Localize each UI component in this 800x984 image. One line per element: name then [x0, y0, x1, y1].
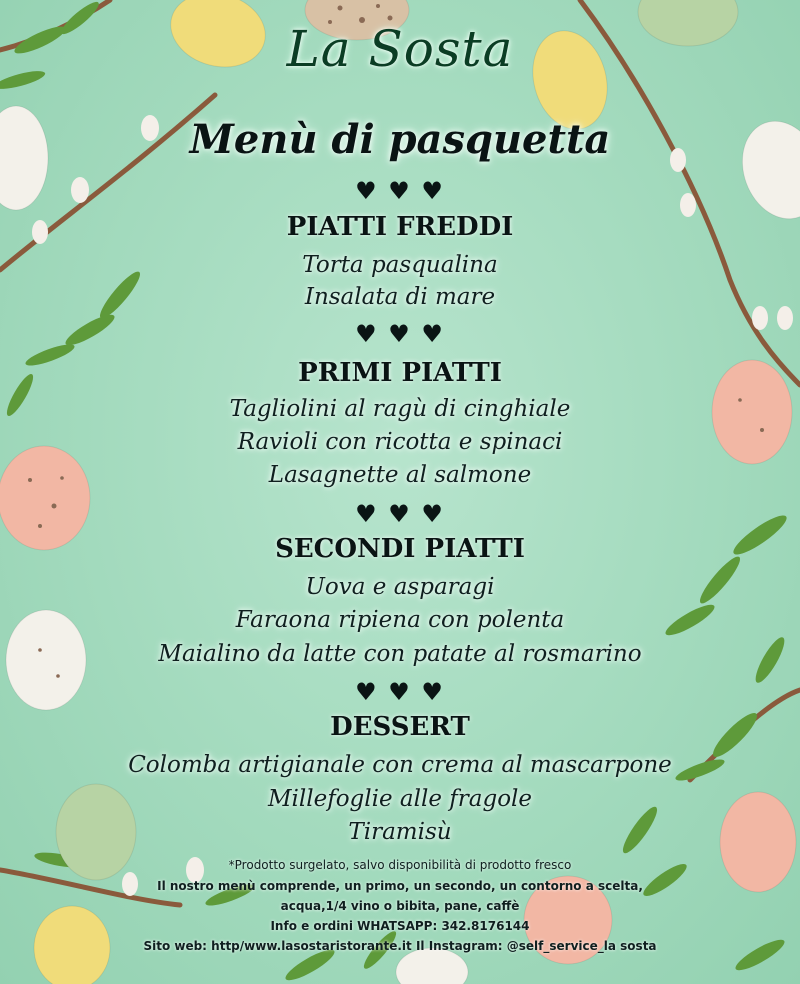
menu-includes-note-2: acqua,1/4 vino o bibita, pane, caffè — [280, 899, 520, 913]
menu-item: Tagliolini al ragù di cinghiale — [229, 396, 571, 422]
menu-item: Ravioli con ricotta e spinaci — [237, 429, 563, 455]
menu-item: Tiramisù — [348, 819, 452, 845]
section-heading-dessert: DESSERT — [330, 712, 470, 742]
menu-item: Maialino da latte con patate al rosmarino — [158, 641, 642, 667]
menu-item: Colomba artigianale con crema al mascarpone — [128, 752, 672, 778]
menu-item: Uova e asparagi — [305, 574, 495, 600]
contact-whatsapp: Info e ordini WHATSAPP: 342.8176144 — [270, 919, 530, 933]
hearts-divider: ♥ ♥ ♥ — [355, 320, 445, 348]
section-heading-cold-dishes: PIATTI FREDDI — [286, 212, 514, 242]
hearts-divider: ♥ ♥ ♥ — [355, 500, 445, 528]
menu-title: Menù di pasquetta — [189, 116, 611, 163]
menu-item: Lasagnette al salmone — [268, 462, 532, 488]
hearts-divider: ♥ ♥ ♥ — [355, 678, 445, 706]
menu-item: Insalata di mare — [304, 284, 496, 310]
frozen-product-note: *Prodotto surgelato, salvo disponibilità di prodotto fresco — [228, 858, 572, 872]
menu-item: Torta pasqualina — [302, 252, 498, 278]
section-heading-second-courses: SECONDI PIATTI — [275, 534, 525, 564]
menu-item: Faraona ripiena con polenta — [235, 607, 565, 633]
menu-item: Millefoglie alle fragole — [267, 786, 533, 812]
hearts-divider: ♥ ♥ ♥ — [355, 177, 445, 205]
section-heading-first-courses: PRIMI PIATTI — [298, 358, 502, 388]
website-instagram: Sito web: http/www.lasostaristorante.it Il Instagram: @self_service_la sosta — [143, 939, 657, 953]
menu-includes-note: Il nostro menù comprende, un primo, un secondo, un contorno a scelta, — [157, 879, 643, 893]
brand-logo: La Sosta — [286, 20, 514, 78]
